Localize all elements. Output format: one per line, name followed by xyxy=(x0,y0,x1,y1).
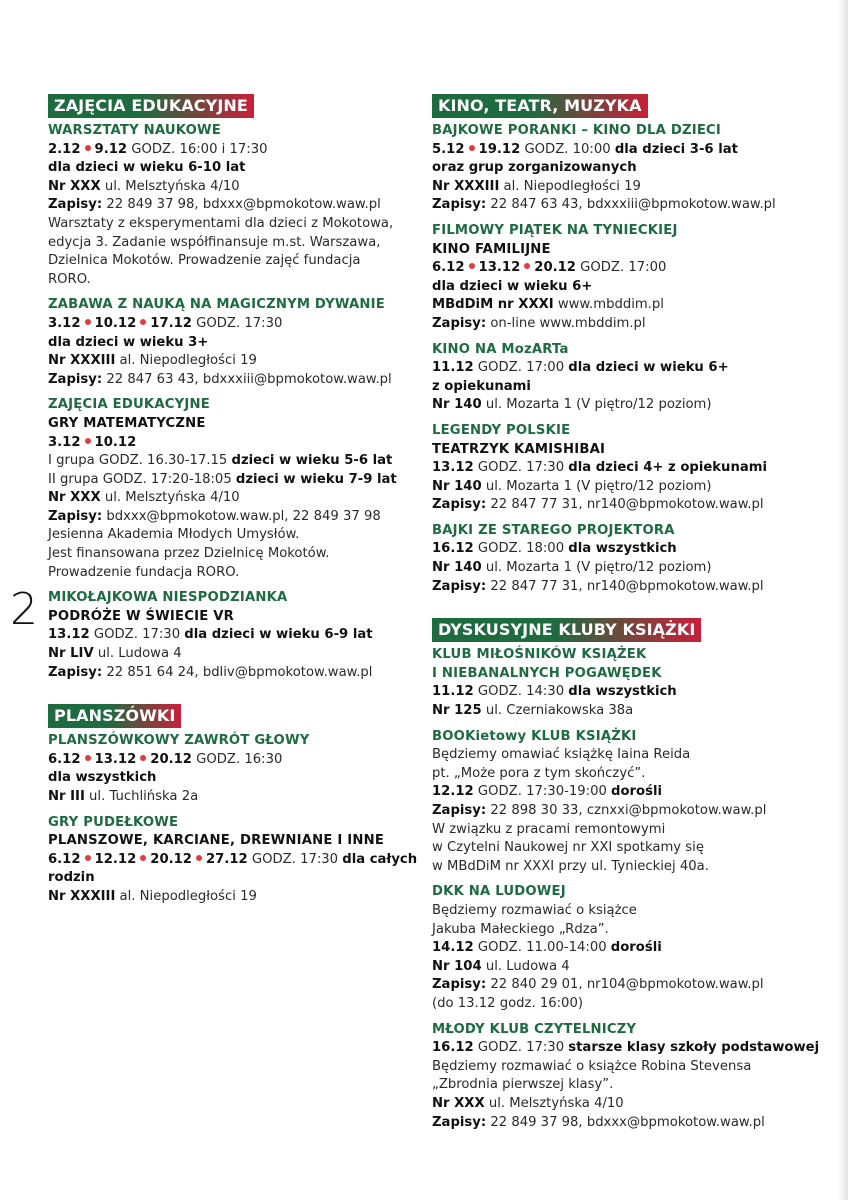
emphasis-text: Nr 140 xyxy=(432,478,482,494)
event-line xyxy=(432,702,837,721)
event-line xyxy=(432,159,837,178)
detail-text: II grupa GODZ. 17:20-18:05 xyxy=(48,471,236,487)
section xyxy=(432,618,837,1132)
event-line xyxy=(48,489,420,508)
emphasis-text: 6.12 xyxy=(48,851,81,867)
event-item xyxy=(48,296,420,389)
event-line xyxy=(432,396,837,415)
emphasis-text: 10.12 xyxy=(94,434,137,450)
emphasis-text: oraz grup zorganizowanych xyxy=(432,160,637,176)
event-line xyxy=(432,858,837,877)
detail-text: al. Niepodległości 19 xyxy=(115,353,257,369)
emphasis-text: dla wszystkich xyxy=(568,684,677,700)
emphasis-text: 3.12 xyxy=(48,434,81,450)
event-subtitle: KINO FAMILIJNE xyxy=(432,241,551,257)
event-line xyxy=(48,526,420,545)
detail-text: 22 847 63 43, bdxxxiii@bpmokotow.waw.pl xyxy=(486,197,776,213)
detail-text: GODZ. 17:30 xyxy=(191,315,283,331)
emphasis-text: Zapisy: xyxy=(432,315,487,331)
emphasis-text: Zapisy: xyxy=(432,977,487,993)
emphasis-text: Nr XXXIII xyxy=(48,353,116,369)
event-item xyxy=(432,422,837,515)
event-item xyxy=(432,646,837,720)
detail-text: ul. Melsztyńska 4/10 xyxy=(100,178,240,194)
event-line xyxy=(48,508,420,527)
event-line xyxy=(432,839,837,858)
event-line xyxy=(48,626,420,645)
event-line xyxy=(48,888,420,907)
emphasis-text: 12.12 xyxy=(94,851,137,867)
date-separator-dot xyxy=(140,755,146,761)
right-column xyxy=(432,94,837,1154)
detail-text: Prowadzenie fundacja RORO. xyxy=(48,564,240,580)
detail-text: GODZ. 17:30 xyxy=(89,627,185,643)
page-number: 2 xyxy=(10,584,38,635)
emphasis-text: Nr 140 xyxy=(432,397,482,413)
emphasis-text: dorośli xyxy=(610,940,662,956)
date-separator-dot xyxy=(85,145,91,151)
emphasis-text: 13.12 xyxy=(432,460,474,476)
detail-text: 22 847 63 43, bdxxxiii@bpmokotow.waw.pl xyxy=(102,371,392,387)
event-line xyxy=(432,578,837,597)
emphasis-text: 14.12 xyxy=(432,940,474,956)
event-item xyxy=(432,883,837,1013)
emphasis-text: Zapisy: xyxy=(432,578,487,594)
event-line xyxy=(432,459,837,478)
detail-text: GODZ. 17:30-19:00 xyxy=(473,784,612,800)
detail-text: GODZ. 14:30 xyxy=(473,684,569,700)
detail-text: w MBdDiM nr XXXI przy ul. Tynieckiej 40a. xyxy=(432,858,709,874)
emphasis-text: dla dzieci w wieku 6-10 lat xyxy=(48,160,246,176)
event-item xyxy=(432,122,837,215)
event-item xyxy=(48,589,420,682)
detail-text: I grupa GODZ. 16.30-17.15 xyxy=(48,453,232,469)
emphasis-text: Zapisy: xyxy=(48,371,103,387)
event-line xyxy=(48,788,420,807)
section-heading: ZAJĘCIA EDUKACYJNE xyxy=(48,94,254,118)
emphasis-text: Nr XXXIII xyxy=(432,178,500,194)
event-line xyxy=(48,178,420,197)
event-line xyxy=(48,869,420,888)
event-line xyxy=(48,352,420,371)
emphasis-text: dla dzieci w wieku 6+ xyxy=(432,278,593,294)
emphasis-text: MBdDiM nr XXXI xyxy=(432,297,554,313)
emphasis-text: 6.12 xyxy=(48,751,81,767)
event-line xyxy=(432,921,837,940)
detail-text: ul. Ludowa 4 xyxy=(481,958,570,974)
event-line xyxy=(48,234,420,253)
emphasis-text: 17.12 xyxy=(150,315,192,331)
detail-text: ul. Czerniakowska 38a xyxy=(481,703,634,719)
emphasis-text: 20.12 xyxy=(534,260,576,276)
detail-text: ul. Tuchlińska 2a xyxy=(84,789,199,804)
emphasis-text: dzieci w wieku 5-6 lat xyxy=(231,453,393,469)
event-line xyxy=(48,471,420,490)
event-line xyxy=(48,545,420,564)
detail-text: w Czytelni Naukowej nr XXI spotkamy się xyxy=(432,840,704,856)
left-column xyxy=(48,94,420,929)
event-item xyxy=(432,728,837,877)
event-line xyxy=(432,783,837,802)
emphasis-text: 3.12 xyxy=(48,315,81,331)
detail-text: 22 898 30 33, cznxxi@bpmokotow.waw.pl xyxy=(486,803,767,818)
emphasis-text: Zapisy: xyxy=(48,508,103,524)
event-line xyxy=(48,371,420,390)
emphasis-text: 20.12 xyxy=(150,851,192,867)
emphasis-text: Zapisy: xyxy=(432,197,487,213)
event-line xyxy=(432,995,837,1014)
event-line xyxy=(432,540,837,559)
event-item xyxy=(432,341,837,415)
emphasis-text: dzieci w wieku 7-9 lat xyxy=(235,471,397,487)
event-line xyxy=(48,271,420,290)
detail-text: RORO. xyxy=(48,271,91,287)
detail-text: GODZ. 10:00 xyxy=(520,141,615,157)
event-line xyxy=(432,802,837,821)
detail-text: edycja 3. Zadanie współfinansuje m.st. Warszawa, xyxy=(48,234,381,250)
emphasis-text: Nr 140 xyxy=(432,560,482,576)
event-subtitle: PLANSZOWE, KARCIANE, DREWNIANE I INNE xyxy=(48,833,385,849)
emphasis-text: Zapisy: xyxy=(48,197,103,213)
event-line xyxy=(48,769,420,788)
emphasis-text: Nr LIV xyxy=(48,646,94,662)
detail-text: GODZ. 18:00 xyxy=(473,541,569,557)
emphasis-text: Nr 104 xyxy=(432,958,482,974)
event-title: ZABAWA Z NAUKĄ NA MAGICZNYM DYWANIE xyxy=(48,297,385,313)
emphasis-text: 20.12 xyxy=(150,751,192,767)
event-line xyxy=(48,452,420,471)
event-line xyxy=(48,252,420,271)
event-line xyxy=(432,378,837,397)
emphasis-text: Zapisy: xyxy=(432,803,487,818)
emphasis-text: 13.12 xyxy=(478,260,521,276)
detail-text: ul. Melsztyńska 4/10 xyxy=(100,490,240,506)
emphasis-text: dorośli xyxy=(611,784,663,800)
event-title: BAJKOWE PORANKI – KINO DLA DZIECI xyxy=(432,123,722,138)
page-edge-shadow xyxy=(838,0,848,1200)
event-item xyxy=(48,122,420,289)
section xyxy=(48,94,420,682)
emphasis-text: dla dzieci w wieku 6-9 lat xyxy=(184,627,373,643)
event-title: WARSZTATY NAUKOWE xyxy=(48,123,221,138)
emphasis-text: starsze klasy szkoły podstawowej xyxy=(568,1040,820,1056)
detail-text: ul. Mozarta 1 (V piętro/12 poziom) xyxy=(481,560,712,576)
section-heading: KINO, TEATR, MUZYKA xyxy=(432,94,648,118)
event-title: BOOKietowy KLUB KSIĄŻKI xyxy=(432,728,637,744)
date-separator-dot xyxy=(469,145,475,151)
emphasis-text: dla wszystkich xyxy=(48,770,157,786)
event-line xyxy=(432,902,837,921)
event-line xyxy=(48,751,420,770)
emphasis-text: 9.12 xyxy=(94,141,128,157)
emphasis-text: Nr XXX xyxy=(48,178,101,194)
event-line xyxy=(432,259,837,278)
event-item xyxy=(48,396,420,582)
detail-text: 22 851 64 24, bdliv@bpmokotow.waw.pl xyxy=(102,664,373,680)
event-title: KINO NA MozARTa xyxy=(432,341,569,357)
emphasis-text: Nr 125 xyxy=(432,703,482,719)
date-separator-dot xyxy=(85,438,91,444)
event-line xyxy=(432,683,837,702)
detail-text: GODZ. 16:00 i 17:30 xyxy=(127,141,268,157)
event-line xyxy=(432,559,837,578)
event-item xyxy=(432,522,837,596)
detail-text: pt. „Może pora z tym skończyć”. xyxy=(432,765,646,781)
detail-text: Będziemy rozmawiać o książce xyxy=(432,902,637,918)
emphasis-text: Zapisy: xyxy=(432,497,487,513)
detail-text: GODZ. 17:30 xyxy=(473,460,569,476)
detail-text: Warsztaty z eksperymentami dla dzieci z Mokotowa, xyxy=(48,215,394,231)
detail-text: W związku z pracami remontowymi xyxy=(432,821,666,837)
event-line xyxy=(432,141,837,160)
event-line xyxy=(432,976,837,995)
emphasis-text: dla dzieci w wieku 6+ xyxy=(568,360,729,376)
event-line xyxy=(432,1039,837,1058)
date-separator-dot xyxy=(524,263,530,269)
event-line xyxy=(432,496,837,515)
event-line xyxy=(48,215,420,234)
emphasis-text: 5.12 xyxy=(432,141,465,157)
event-line xyxy=(432,359,837,378)
event-line xyxy=(432,296,837,315)
emphasis-text: 19.12 xyxy=(478,141,521,157)
emphasis-text: 6.12 xyxy=(432,260,465,276)
event-title: MIKOŁAJKOWA NIESPODZIANKA xyxy=(48,590,288,606)
event-line xyxy=(432,1076,837,1095)
event-line xyxy=(432,765,837,784)
detail-text: al. Niepodległości 19 xyxy=(499,178,641,194)
emphasis-text: dla całych xyxy=(342,851,418,867)
event-title: LEGENDY POLSKIE xyxy=(432,422,571,438)
detail-text: bdxxx@bpmokotow.waw.pl, 22 849 37 98 xyxy=(102,508,381,524)
detail-text: 22 840 29 01, nr104@bpmokotow.waw.pl xyxy=(486,977,764,993)
event-line xyxy=(48,159,420,178)
detail-text: al. Niepodległości 19 xyxy=(115,888,257,904)
event-title: KLUB MIŁOŚNIKÓW KSIĄŻEK xyxy=(432,647,647,663)
event-title: GRY PUDEŁKOWE xyxy=(48,814,179,830)
emphasis-text: 13.12 xyxy=(48,627,90,643)
detail-text: GODZ. 11.00-14:00 xyxy=(473,940,611,956)
emphasis-text: dla dzieci w wieku 3+ xyxy=(48,334,209,350)
detail-text: Będziemy omawiać książkę Iaina Reida xyxy=(432,747,691,763)
emphasis-text: dla wszystkich xyxy=(568,541,677,557)
emphasis-text: Nr XXXIII xyxy=(48,888,116,904)
date-separator-dot xyxy=(85,755,91,761)
event-title: I NIEBANALNYCH POGAWĘDEK xyxy=(432,665,662,681)
detail-text: ul. Mozarta 1 (V piętro/12 poziom) xyxy=(481,478,712,494)
event-title: ZAJĘCIA EDUKACYJNE xyxy=(48,397,210,413)
event-line xyxy=(432,821,837,840)
emphasis-text: Zapisy: xyxy=(48,664,103,680)
emphasis-text: 2.12 xyxy=(48,141,81,157)
date-separator-dot xyxy=(140,319,146,325)
date-separator-dot xyxy=(85,319,91,325)
detail-text: on-line www.mbddim.pl xyxy=(486,315,646,331)
event-line xyxy=(432,178,837,197)
emphasis-text: 13.12 xyxy=(94,751,137,767)
section-heading: PLANSZÓWKI xyxy=(48,704,181,728)
detail-text: ul. Mozarta 1 (V piętro/12 poziom) xyxy=(481,397,712,413)
section xyxy=(48,704,420,906)
event-line xyxy=(48,334,420,353)
event-line xyxy=(48,564,420,583)
event-subtitle: TEATRZYK KAMISHIBAI xyxy=(432,441,606,457)
event-title: DKK NA LUDOWEJ xyxy=(432,884,566,900)
event-line xyxy=(432,939,837,958)
emphasis-text: Zapisy: xyxy=(432,1114,487,1130)
event-line xyxy=(48,851,420,870)
emphasis-text: Nr III xyxy=(48,789,85,804)
event-line xyxy=(48,141,420,160)
detail-text: Jest finansowana przez Dzielnicę Mokotów. xyxy=(48,546,330,562)
detail-text: Jesienna Akademia Młodych Umysłów. xyxy=(48,527,300,543)
detail-text: 22 847 77 31, nr140@bpmokotow.waw.pl xyxy=(486,578,764,594)
event-line xyxy=(48,664,420,683)
event-line xyxy=(432,196,837,215)
emphasis-text: z opiekunami xyxy=(432,378,531,394)
emphasis-text: Nr XXX xyxy=(432,1095,485,1111)
detail-text: (do 13.12 godz. 16:00) xyxy=(432,995,583,1011)
event-line xyxy=(48,645,420,664)
detail-text: ul. Ludowa 4 xyxy=(93,646,182,662)
emphasis-text: dla dzieci 3-6 lat xyxy=(614,141,738,157)
detail-text: Będziemy rozmawiać o książce Robina Stevensa xyxy=(432,1058,752,1074)
emphasis-text: 11.12 xyxy=(432,360,474,376)
event-item xyxy=(432,1021,837,1133)
emphasis-text: Nr XXX xyxy=(48,490,101,506)
emphasis-text: 12.12 xyxy=(432,784,474,800)
date-separator-dot xyxy=(140,855,146,861)
detail-text: GODZ. 16:30 xyxy=(191,751,283,767)
event-item xyxy=(48,732,420,806)
date-separator-dot xyxy=(196,855,202,861)
detail-text: 22 849 37 98, bdxxx@bpmokotow.waw.pl xyxy=(102,197,381,213)
event-line xyxy=(432,1058,837,1077)
event-subtitle: PODRÓŻE W ŚWIECIE VR xyxy=(48,608,234,624)
detail-text: GODZ. 17:00 xyxy=(473,360,569,376)
event-line xyxy=(48,196,420,215)
event-line xyxy=(432,1114,837,1133)
event-line xyxy=(432,1095,837,1114)
detail-text: 22 847 77 31, nr140@bpmokotow.waw.pl xyxy=(486,497,764,513)
emphasis-text: 11.12 xyxy=(432,684,474,700)
event-title: BAJKI ZE STAREGO PROJEKTORA xyxy=(432,522,675,538)
date-separator-dot xyxy=(85,855,91,861)
event-title: MŁODY KLUB CZYTELNICZY xyxy=(432,1021,637,1037)
event-line xyxy=(48,434,420,453)
emphasis-text: 16.12 xyxy=(432,1040,474,1056)
detail-text: „Zbrodnia pierwszej klasy”. xyxy=(432,1077,614,1093)
event-title: PLANSZÓWKOWY ZAWRÓT GŁOWY xyxy=(48,733,310,749)
section-heading: DYSKUSYJNE KLUBY KSIĄŻKI xyxy=(432,618,701,642)
emphasis-text: 16.12 xyxy=(432,541,474,557)
detail-text: Jakuba Małeckiego „Rdza”. xyxy=(432,921,609,937)
detail-text: GODZ. 17:30 xyxy=(247,851,343,867)
detail-text: GODZ. 17:00 xyxy=(575,260,667,276)
detail-text: ul. Melsztyńska 4/10 xyxy=(484,1095,624,1111)
event-line xyxy=(432,746,837,765)
emphasis-text: rodzin xyxy=(48,870,95,886)
emphasis-text: 10.12 xyxy=(94,315,137,331)
emphasis-text: dla dzieci 4+ z opiekunami xyxy=(568,460,767,476)
detail-text: GODZ. 17:30 xyxy=(473,1040,569,1056)
event-line xyxy=(48,315,420,334)
event-item xyxy=(48,814,420,907)
event-subtitle: GRY MATEMATYCZNE xyxy=(48,415,206,431)
detail-text: 22 849 37 98, bdxxx@bpmokotow.waw.pl xyxy=(486,1114,765,1130)
event-line xyxy=(432,958,837,977)
date-separator-dot xyxy=(469,263,475,269)
event-line xyxy=(432,478,837,497)
emphasis-text: 27.12 xyxy=(205,851,248,867)
event-line xyxy=(432,315,837,334)
event-item xyxy=(432,222,837,334)
section xyxy=(432,94,837,596)
event-title: FILMOWY PIĄTEK NA TYNIECKIEJ xyxy=(432,222,678,238)
event-line xyxy=(432,278,837,297)
detail-text: Dzielnica Mokotów. Prowadzenie zajęć fundacja xyxy=(48,253,361,269)
detail-text: www.mbddim.pl xyxy=(553,297,664,313)
